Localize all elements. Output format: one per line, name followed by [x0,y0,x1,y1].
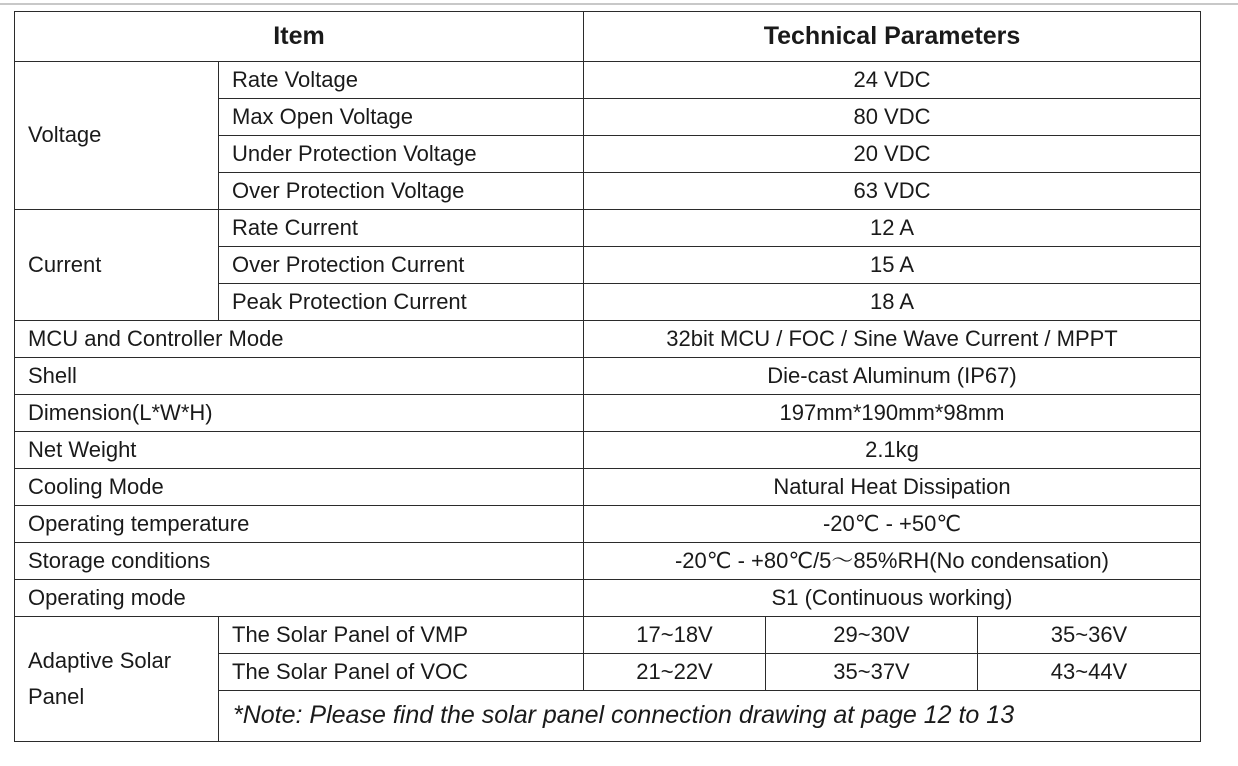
param-label: Over Protection Voltage [219,173,584,210]
param-value: 197mm*190mm*98mm [584,395,1201,432]
param-label: Over Protection Current [219,247,584,284]
header-item: Item [15,12,584,62]
param-value: 35~37V [766,654,978,691]
param-value: 21~22V [584,654,766,691]
param-label: Operating mode [15,580,584,617]
param-value: 32bit MCU / FOC / Sine Wave Current / MPPT [584,321,1201,358]
param-value: 43~44V [978,654,1201,691]
spec-table [14,11,1201,742]
param-value: 15 A [584,247,1201,284]
param-label: Cooling Mode [15,469,584,506]
param-label: Shell [15,358,584,395]
param-value: 80 VDC [584,99,1201,136]
table-row [15,321,1201,358]
category-current: Current [15,210,219,321]
category-voltage: Voltage [15,62,219,210]
param-value: Natural Heat Dissipation [584,469,1201,506]
param-value: -20℃ - +80℃/5～85%RH(No condensation) [584,543,1201,580]
param-label: Net Weight [15,432,584,469]
param-value: 12 A [584,210,1201,247]
param-label: Under Protection Voltage [219,136,584,173]
table-row [15,432,1201,469]
table-row [15,580,1201,617]
header-technical-parameters: Technical Parameters [584,12,1201,62]
param-value: 35~36V [978,617,1201,654]
category-adaptive-solar-panel: Adaptive Solar Panel [15,617,219,742]
table-row [15,62,1201,99]
param-value: 63 VDC [584,173,1201,210]
param-value: 20 VDC [584,136,1201,173]
table-row [15,469,1201,506]
param-value: 18 A [584,284,1201,321]
param-value: 2.1kg [584,432,1201,469]
param-value: 17~18V [584,617,766,654]
param-label: Storage conditions [15,543,584,580]
param-label: Max Open Voltage [219,99,584,136]
param-label: Rate Current [219,210,584,247]
param-label: MCU and Controller Mode [15,321,584,358]
header-row [15,12,1201,62]
table-row [15,358,1201,395]
param-label: The Solar Panel of VMP [219,617,584,654]
param-value: -20℃ - +50℃ [584,506,1201,543]
param-value: S1 (Continuous working) [584,580,1201,617]
param-label: The Solar Panel of VOC [219,654,584,691]
table-row [15,395,1201,432]
param-value: 24 VDC [584,62,1201,99]
param-label: Dimension(L*W*H) [15,395,584,432]
table-row [15,617,1201,654]
param-label: Operating temperature [15,506,584,543]
param-value: Die-cast Aluminum (IP67) [584,358,1201,395]
solar-note: *Note: Please find the solar panel connection drawing at page 12 to 13 [219,691,1201,742]
param-label: Peak Protection Current [219,284,584,321]
table-row [15,210,1201,247]
param-label: Rate Voltage [219,62,584,99]
table-row [15,543,1201,580]
param-value: 29~30V [766,617,978,654]
table-row [15,506,1201,543]
top-rule [0,3,1238,5]
